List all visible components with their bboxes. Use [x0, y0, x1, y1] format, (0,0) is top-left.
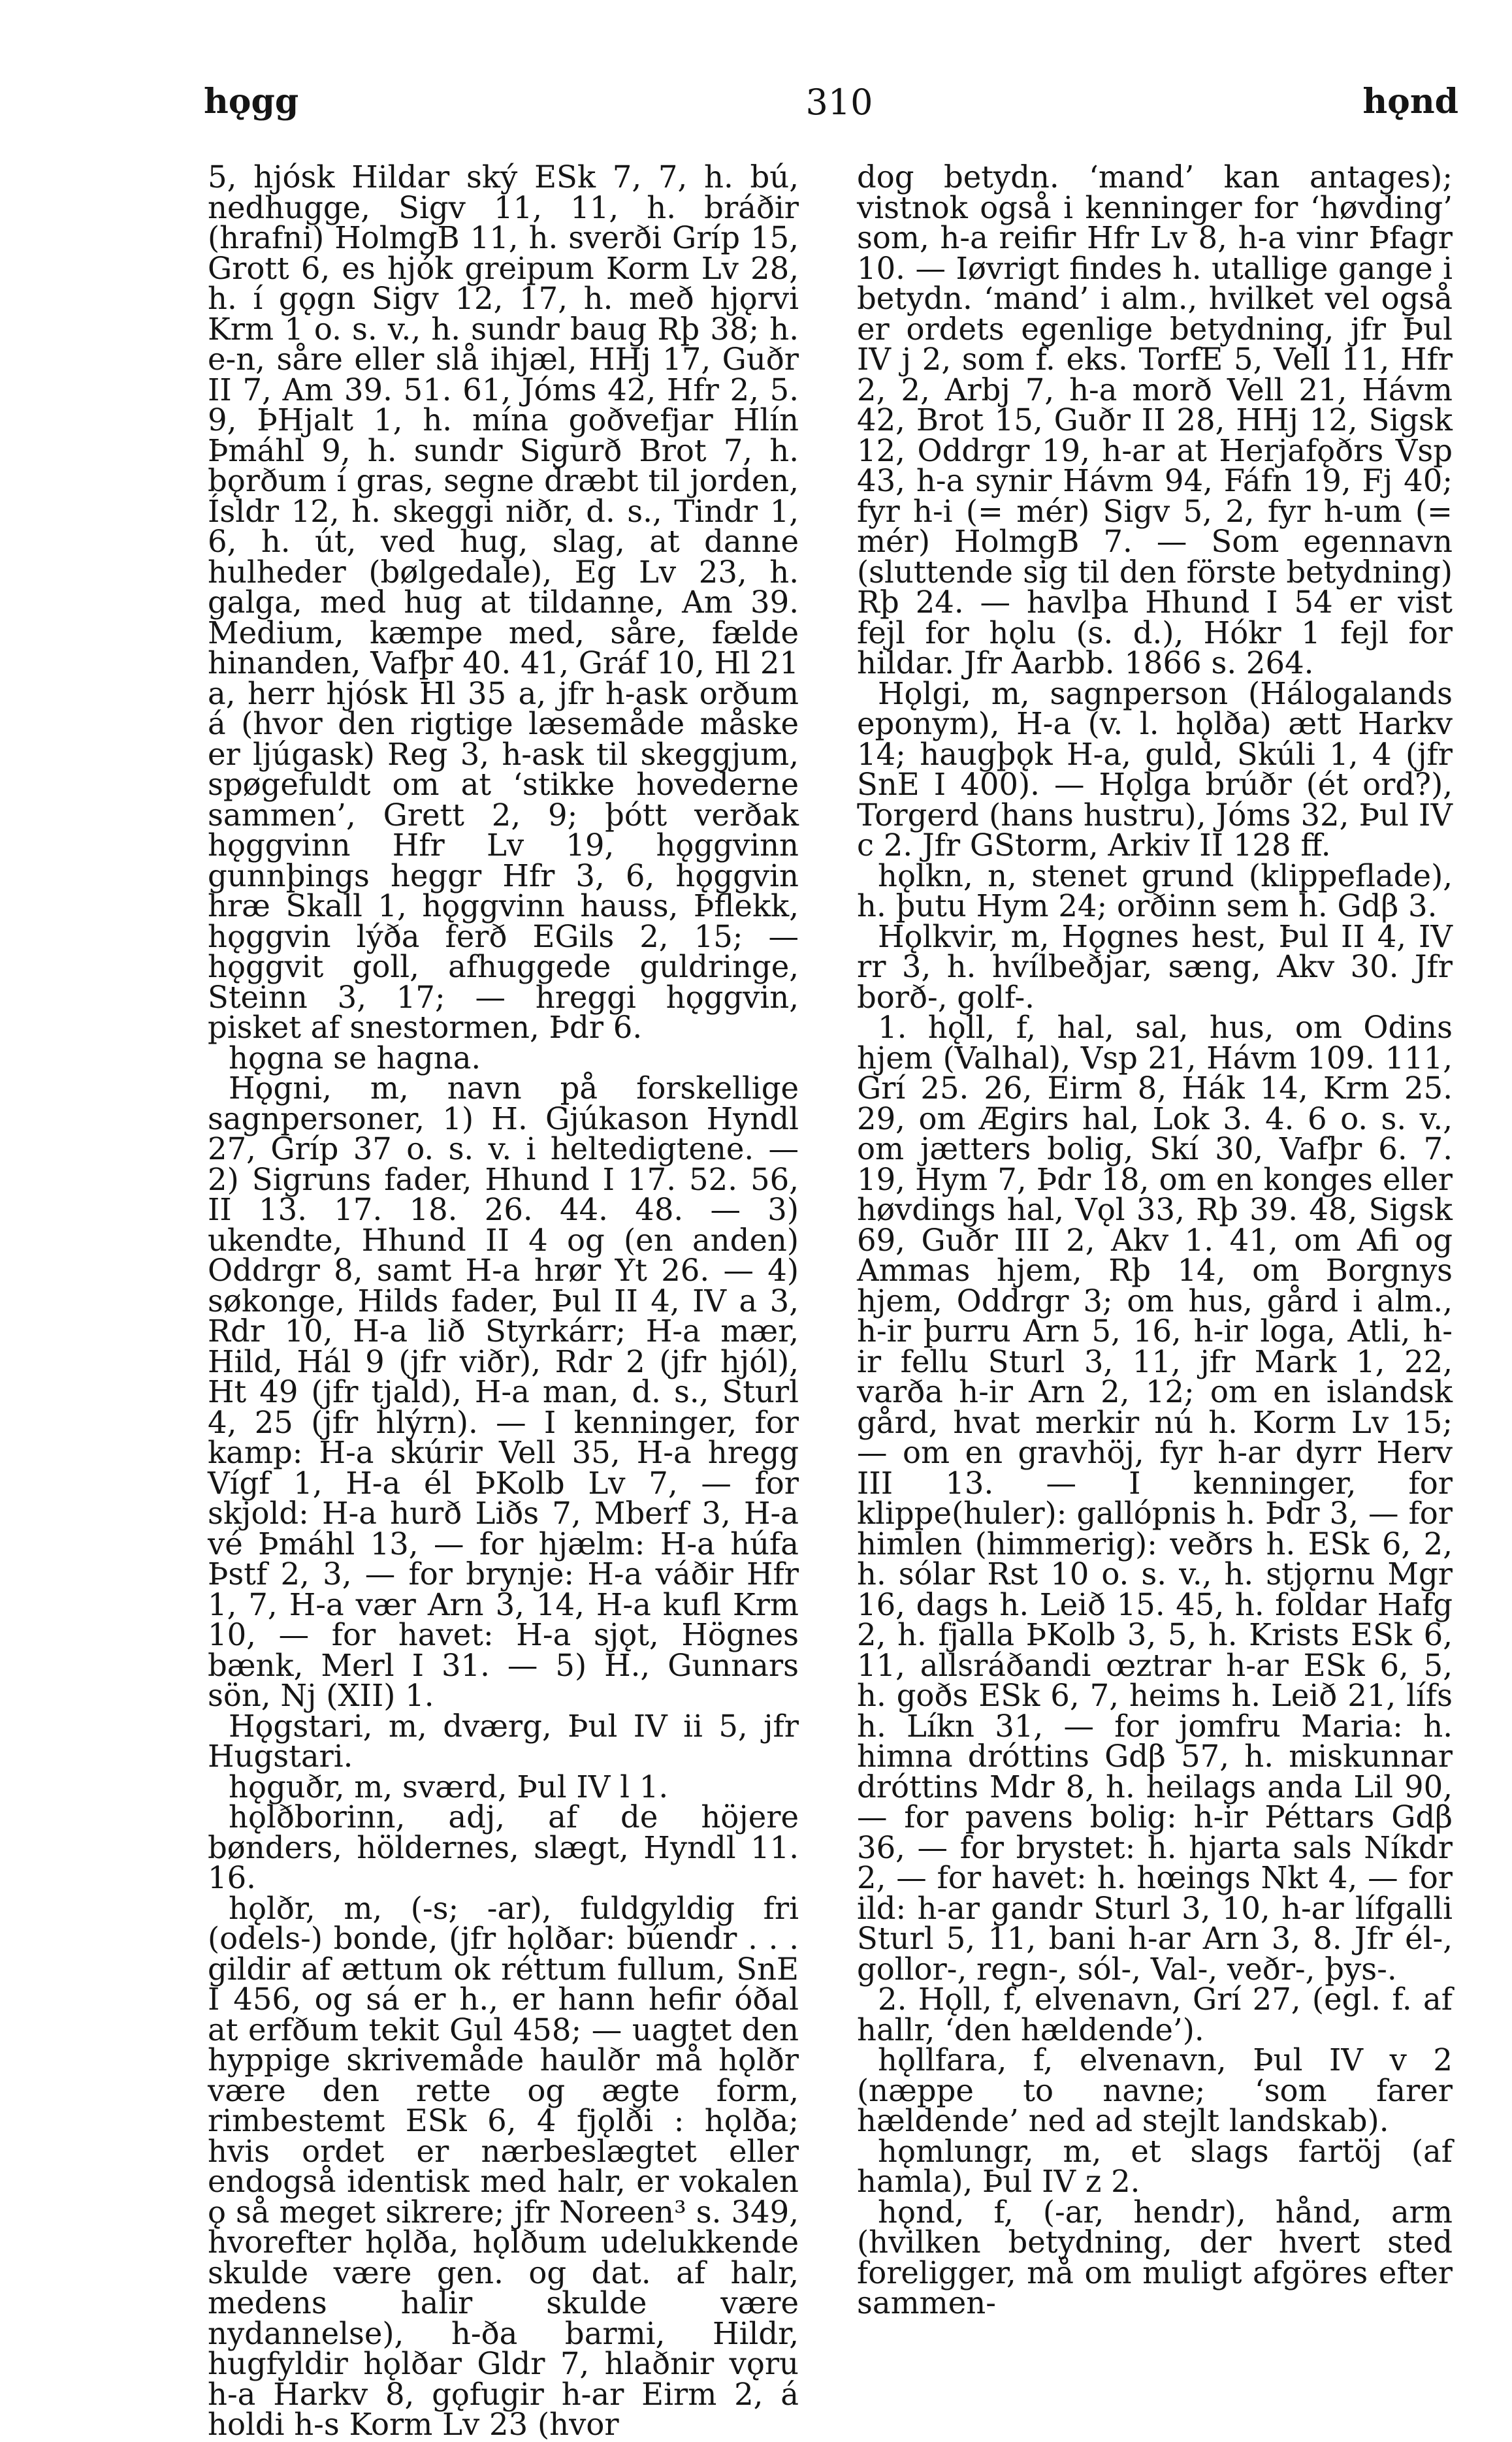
- entry-paragraph: hǫgna se hagna.: [229, 1040, 481, 1076]
- entry-paragraph: hǫlðborinn, adj, af de höjere bønders, höldernes, slægt, Hyndl 11. 16.: [208, 1799, 799, 1895]
- left-column: [208, 159, 799, 2442]
- entry-paragraph: Hǫlkvir, m, Hǫgnes hest, Þul II 4, IV rr 3, h. hvílbeðjar, sæng, Akv 30. Jfr borð-, golf-.: [857, 918, 1453, 1015]
- page-number: 310: [805, 82, 873, 123]
- entry-paragraph: Hǫgni, m, navn på forskellige sagnpersoner, 1) H. Gjúkason Hyndl 27, Gríp 37 o. s. v. i heltedigtene. — 2) Sigruns fader, Hhund I 17. 52. 56, II 13. 17. 18. 26. 44. 48. — 3) ukendte, Hhund II 4 og (en anden) Oddrgr 8, samt H-a hrør Yt 26. — 4) søkonge, Hilds fader, Þul II 4, IV a 3, Rdr 10, H-a lið Styrkárr; H-a mær, Hild, Hál 9 (jfr viðr), Rdr 2 (jfr hjól), Ht 49 (jfr tjald), H-a man, d. s., Sturl 4, 25 (jfr hlýrn). — I kenninger, for kamp: H-a skúrir Vell 35, H-a hregg Vígf 1, H-a él ÞKolb Lv 7, — for skjold: H-a hurð Liðs 7, Mberf 3, H-a vé Þmáhl 13, — for hjælm: H-a húfa Þstf 2, 3, — for brynje: H-a váðir Hfr 1, 7, H-a vær Arn 3, 14, H-a kufl Krm 10, — for havet: H-a sjǫt, Högnes bænk, Merl I 31. — 5) H., Gunnars sön, Nj (XII) 1.: [208, 1070, 799, 1713]
- right-column: [857, 159, 1453, 2321]
- entry-paragraph: dog betydn. ‘mand’ kan antages); vistnok også i kenninger for ‘høvding’ som, h-a reifir Hfr Lv 8, h-a vinr Þfagr 10. — Iøvrigt findes h. utallige gange i betydn. ‘mand’ i alm., hvilket vel også er ordets egenlige betydning, jfr Þul IV j 2, som f. eks. TorfE 5, Vell 11, Hfr 2, 2, Arbj 7, h-a morð Vell 21, Hávm 42, Brot 15, Guðr II 28, HHj 12, Sigsk 12, Oddrgr 19, h-ar at Herjafǫðrs Vsp 43, h-a synir Hávm 94, Fáfn 19, Fj 40; fyr h-i (= mér) Sigv 5, 2, fyr h-um (= mér) HolmgB 7. — Som egennavn (sluttende sig til den förste betydning) Rþ 24. — havlþa Hhund I 54 er vist fejl for hǫlu (s. d.), Hókr 1 fejl for hildar. Jfr Aarbb. 1866 s. 264.: [857, 159, 1453, 681]
- right-running-headword: hǫnd: [1362, 82, 1458, 121]
- entry-paragraph: hǫllfara, f, elvenavn, Þul IV v 2 (næppe to navne; ‘som farer hældende’ ned ad stejlt landskab).: [857, 2042, 1453, 2138]
- page-header: [0, 82, 1512, 140]
- entry-paragraph: 2. Hǫll, f, elvenavn, Grí 27, (egl. f. af hallr, ‘den hældende’).: [857, 1982, 1453, 2048]
- entry-paragraph: hǫnd, f, (-ar, hendr), hånd, arm (hvilken betydning, der hvert sted foreligger, må om muligt afgöres efter sammen-: [857, 2194, 1453, 2321]
- entry-paragraph: Hǫlgi, m, sagnperson (Hálogalands eponym), H-a (v. l. hǫlða) ætt Harkv 14; haugþǫk H-a, guld, Skúli 1, 4 (jfr SnE I 400). — Hǫlga brúðr (ét ord?), Torgerd (hans hustru), Jóms 32, Þul IV c 2. Jfr GStorm, Arkiv II 128 ff.: [857, 675, 1453, 863]
- entry-paragraph: 5, hjósk Hildar ský ESk 7, 7, h. bú, nedhugge, Sigv 11, 11, h. bráðir (hrafni) HolmgB 11, h. sverði Gríp 15, Grott 6, es hjók greipum Korm Lv 28, h. í gǫgn Sigv 12, 17, h. með hjǫrvi Krm 1 o. s. v., h. sundr baug Rþ 38; h. e-n, såre eller slå ihjæl, HHj 17, Guðr II 7, Am 39. 51. 61, Jóms 42, Hfr 2, 5. 9, ÞHjalt 1, h. mína goðvefjar Hlín Þmáhl 9, h. sundr Sigurð Brot 7, h. bǫrðum í gras, segne dræbt til jorden, Ísldr 12, h. skeggi niðr, d. s., Tindr 1, 6, h. út, ved hug, slag, at danne hulheder (bølgedale), Eg Lv 23, h. galga, med hug at tildanne, Am 39. Medium, kæmpe med, såre, fælde hinanden, Vafþr 40. 41, Gráf 10, Hl 21 a, herr hjósk Hl 35 a, jfr h-ask orðum á (hvor den rigtige læsemåde måske er ljúgask) Reg 3, h-ask til skeggjum, spøgefuldt om at ‘stikke hovederne sammen’, Grett 2, 9; þótt verðak hǫggvinn Hfr Lv 19, hǫggvinn gunnþings heggr Hfr 3, 6, hǫggvin hræ Skall 1, hǫggvinn hauss, Þflekk, hǫggvin lýða ferð EGils 2, 15; — hǫggvit goll, afhuggede guldringe, Steinn 3, 17; — hreggi hǫggvin, pisket af snestormen, Þdr 6.: [208, 159, 799, 1045]
- entry-paragraph: hǫlðr, m, (-s; -ar), fuldgyldig fri (odels-) bonde, (jfr hǫlðar: búendr . . . gildir af ættum ok réttum fullum, SnE I 456, og sá er h., er hann hefir óðal at erfðum tekit Gul 458; — uagtet den hyppige skrivemåde haulðr må hǫlðr være den rette og ægte form, rimbestemt ESk 6, 4 fjǫlði : hǫlða; hvis ordet er nærbeslægtet eller endogså identisk med halr, er vokalen ǫ så meget sikrere; jfr Noreen³ s. 349, hvorefter hǫlða, hǫlðum udelukkende skulde være gen. og dat. af halr, medens halir skulde være nydannelse), h-ða barmi, Hildr, hugfyldir hǫlðar Gldr 7, hlaðnir vǫru h-a Harkv 8, gǫfugir h-ar Eirm 2, á holdi h-s Korm Lv 23 (hvor: [208, 1890, 799, 2442]
- entry-paragraph: hǫmlungr, m, et slags fartöj (af hamla), Þul IV z 2.: [857, 2133, 1453, 2199]
- entry-paragraph: Hǫgstari, m, dværg, Þul IV ii 5, jfr Hugstari.: [208, 1708, 799, 1774]
- entry-paragraph: 1. hǫll, f, hal, sal, hus, om Odins hjem (Valhal), Vsp 21, Hávm 109. 111, Grí 25. 26, Eirm 8, Hák 14, Krm 25. 29, om Ægirs hal, Lok 3. 4. 6 o. s. v., om jætters bolig, Skí 30, Vafþr 6. 7. 19, Hym 7, Þdr 18, om en konges eller høvdings hal, Vǫl 33, Rþ 39. 48, Sigsk 69, Guðr III 2, Akv 1. 41, om Afi og Ammas hjem, Rþ 14, om Borgnys hjem, Oddrgr 3; om hus, gård i alm., h-ir þurru Arn 5, 16, h-ir loga, Atli, h-ir fellu Sturl 3, 11, jfr Mark 1, 22, varða h-ir Arn 2, 12; om en islandsk gård, hvat merkir nú h. Korm Lv 15; — om en gravhöj, fyr h-ar dyrr Herv III 13. — I kenninger, for klippe(huler): gallópnis h. Þdr 3, — for himlen (himmerig): veðrs h. ESk 6, 2, h. sólar Rst 10 o. s. v., h. stjǫrnu Mgr 16, dags h. Leið 15. 45, h. foldar Hafg 2, h. fjalla ÞKolb 3, 5, h. Krists ESk 6, 11, allsráðandi œztrar h-ar ESk 6, 5, h. goðs ESk 6, 7, heims h. Leið 21, lífs h. Líkn 31, — for jomfru Maria: h. himna dróttins Gdβ 57, h. miskunnar dróttins Mdr 8, h. heilags anda Lil 90, — for pavens bolig: h-ir Péttars Gdβ 36, — for brystet: h. hjarta sals Níkdr 2, — for havet: h. hœings Nkt 4, — for ild: h-ar gandr Sturl 3, 10, h-ar lífgalli Sturl 5, 11, bani h-ar Arn 3, 8. Jfr él-, gollor-, regn-, sól-, Val-, veðr-, þys-.: [857, 1010, 1453, 1987]
- left-running-headword: hǫgg: [204, 82, 299, 121]
- entry-paragraph: hǫlkn, n, stenet grund (klippeflade), h. þutu Hym 24; orðinn sem h. Gdβ 3.: [857, 858, 1453, 924]
- entry-paragraph: hǫguðr, m, sværd, Þul IV l 1.: [229, 1769, 669, 1805]
